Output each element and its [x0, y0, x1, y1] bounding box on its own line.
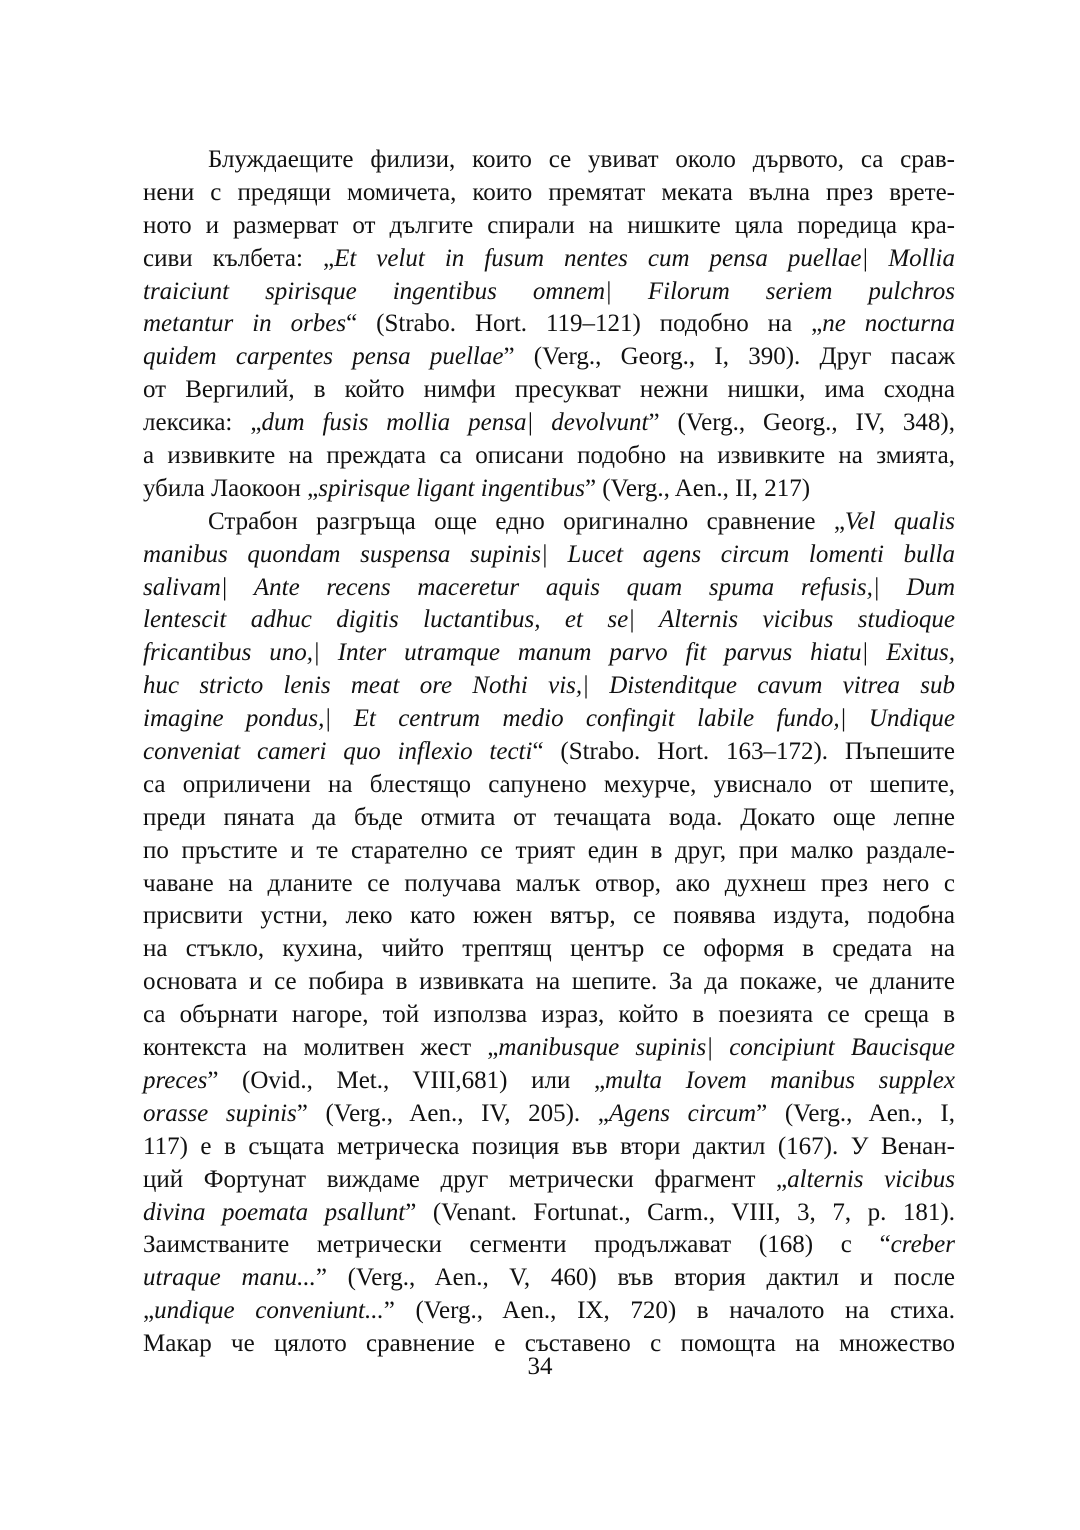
latin-quote: quidem carpentes pensa puellae [143, 343, 504, 371]
text-run: убила Лаокоон „ [143, 474, 319, 502]
text-line [143, 308, 955, 341]
latin-quote: metantur in orbes [143, 310, 347, 338]
latin-quote: lentescit adhuc digitis luctantibus, et se| Alternis vicibus studioque [143, 606, 955, 634]
latin-quote: Vel qualis [844, 507, 955, 535]
text-run: ” (Verg., Aen., V, 460) във втория дактил и после [315, 1264, 955, 1292]
text-run: Заимстваните метрически сегменти продължават (168) с “ [143, 1231, 891, 1259]
text-run: са оприличени на блестящо сапунено мехурче, увиснало от шепите, [143, 770, 955, 798]
text-line [143, 1164, 955, 1197]
paragraph [143, 144, 955, 506]
text-line [143, 868, 955, 901]
body-text [143, 144, 955, 1361]
text-run: ций Фортунат виждаме друг метрически фрагмент „ [143, 1165, 788, 1193]
latin-quote: conveniat cameri quo inflexio tecti [143, 738, 533, 766]
text-run: Макар че цялото сравнение е съставено с помощта на множество [143, 1330, 955, 1358]
text-line [143, 177, 955, 210]
latin-quote: utraque manu... [143, 1264, 316, 1292]
text-run: ” (Ovid., Met., VIII,681) или „ [207, 1066, 606, 1094]
text-run: а извивките на преждата са описани подобно на извивките на змията, [143, 442, 955, 470]
text-run: ” (Verg., Georg., I, 390). Друг пасаж [503, 343, 955, 371]
text-run: присвити устни, леко като южен вятър, се появява издута, подобна [143, 902, 955, 930]
latin-quote: traiciunt spirisque ingentibus omnem| Filorum seriem pulchros [143, 277, 955, 305]
text-line [143, 835, 955, 868]
text-run: ното и размерват от дългите спирали на нишките цяла поредица кра- [143, 211, 955, 239]
text-line [143, 736, 955, 769]
text-line [143, 572, 955, 605]
text-line [143, 900, 955, 933]
paragraph [143, 506, 955, 1361]
latin-quote: fricantibus uno,| Inter utramque manum parvo fit parvus hiatu| Exitus, [143, 639, 955, 667]
text-line [143, 407, 955, 440]
text-line [143, 703, 955, 736]
latin-quote: preces [143, 1066, 208, 1094]
text-line [143, 1065, 955, 1098]
text-line [143, 802, 955, 835]
text-line [143, 473, 955, 506]
text-line [143, 1197, 955, 1230]
latin-quote: divina poemata psallunt [143, 1198, 406, 1226]
text-run: преди пяната да бъде отмита от течащата вода. Докато още лепне [143, 803, 955, 831]
text-run: са обърнати нагоре, той използва израз, който в поезията се среща в [143, 1001, 955, 1029]
text-line [143, 1098, 955, 1131]
latin-quote: Agens circum [608, 1099, 757, 1127]
text-run: сиви кълбета: „ [143, 244, 335, 272]
text-line [143, 670, 955, 703]
text-run: ” (Verg., Aen., IX, 720) в началото на стиха. [383, 1297, 955, 1325]
text-line [143, 1229, 955, 1262]
text-run: нени с предящи момичета, които премятат меката вълна през врете- [143, 178, 955, 206]
text-run: “ (Strabo. Hort. 119–121) подобно на „ [346, 310, 823, 338]
latin-quote: huc stricto lenis meat ore Nothi vis,| Distenditque cavum vitrea sub [143, 672, 955, 700]
text-line [143, 604, 955, 637]
text-line [143, 637, 955, 670]
text-run: от Вергилий, в който нимфи пресукват нежни нишки, има сходна [143, 376, 955, 404]
text-run: ” (Venant. Fortunat., Carm., VIII, 3, 7, p. 181). [405, 1198, 955, 1226]
text-line [143, 276, 955, 309]
latin-quote: spirisque ligant ingentibus [318, 474, 585, 502]
text-line [143, 1262, 955, 1295]
text-run: по пръстите и те старателно се трият един в друг, при малко раздале- [143, 836, 955, 864]
text-run: лексика: „ [143, 409, 262, 437]
text-line [143, 999, 955, 1032]
text-run: ” (Verg., Aen., II, 217) [584, 474, 811, 502]
text-run: ” (Verg., Aen., IV, 205). „ [296, 1099, 609, 1127]
text-run: ” (Verg., Georg., IV, 348), [648, 409, 955, 437]
text-line [143, 769, 955, 802]
text-line [143, 374, 955, 407]
text-line [143, 1032, 955, 1065]
latin-quote: imagine pondus,| Et centrum medio confingit labile fundo,| Undique [143, 705, 955, 733]
text-line [143, 1295, 955, 1328]
page-number: 34 [527, 1353, 553, 1380]
text-run: ” (Verg., Aen., I, [756, 1099, 955, 1127]
text-line [143, 966, 955, 999]
latin-quote: manibusque supinis| concipiunt Baucisque [498, 1034, 955, 1062]
latin-quote: multa Iovem manibus supplex [605, 1066, 955, 1094]
latin-quote: dum fusis mollia pensa| devolvunt [261, 409, 649, 437]
text-line [143, 243, 955, 276]
text-run: 117) е в същата метрическа позиция във втори дактил (167). У Венан- [143, 1132, 955, 1160]
text-run: контекста на молитвен жест „ [143, 1034, 499, 1062]
text-run: основата и се побира в извивката на шепите. За да покаже, че дланите [143, 968, 955, 996]
text-run: Блуждаещите филизи, които се увиват около дървото, са срав- [208, 146, 955, 173]
text-line [143, 341, 955, 374]
text-run: “ (Strabo. Hort. 163–172). Пъпешите [532, 738, 955, 766]
text-line [143, 1131, 955, 1164]
latin-quote: ne nocturna [822, 310, 955, 338]
latin-quote: undique conveniunt... [154, 1297, 384, 1325]
latin-quote: alternis vicibus [787, 1165, 955, 1193]
text-run: чаване на дланите се получава малък отвор, ако духнеш през него с [143, 869, 955, 897]
text-run: Страбон разгръща още едно оригинално сравнение „ [208, 507, 845, 535]
latin-quote: manibus quondam suspensa supinis| Lucet agens circum lomenti bulla [143, 540, 955, 568]
text-line [143, 440, 955, 473]
latin-quote: creber [890, 1231, 955, 1259]
text-line [143, 539, 955, 572]
latin-quote: salivam| Ante recens maceretur aquis quam spuma refusis,| Dum [143, 573, 955, 601]
text-run: „ [143, 1297, 155, 1325]
latin-quote: orasse supinis [143, 1099, 297, 1127]
text-line [143, 210, 955, 243]
latin-quote: Et velut in fusum nentes cum pensa puellae| Mollia [334, 244, 955, 272]
text-line [143, 933, 955, 966]
text-run: на стъкло, кухина, чийто трептящ център се оформя в средата на [143, 935, 955, 963]
text-line [143, 144, 955, 177]
text-line [143, 506, 955, 539]
